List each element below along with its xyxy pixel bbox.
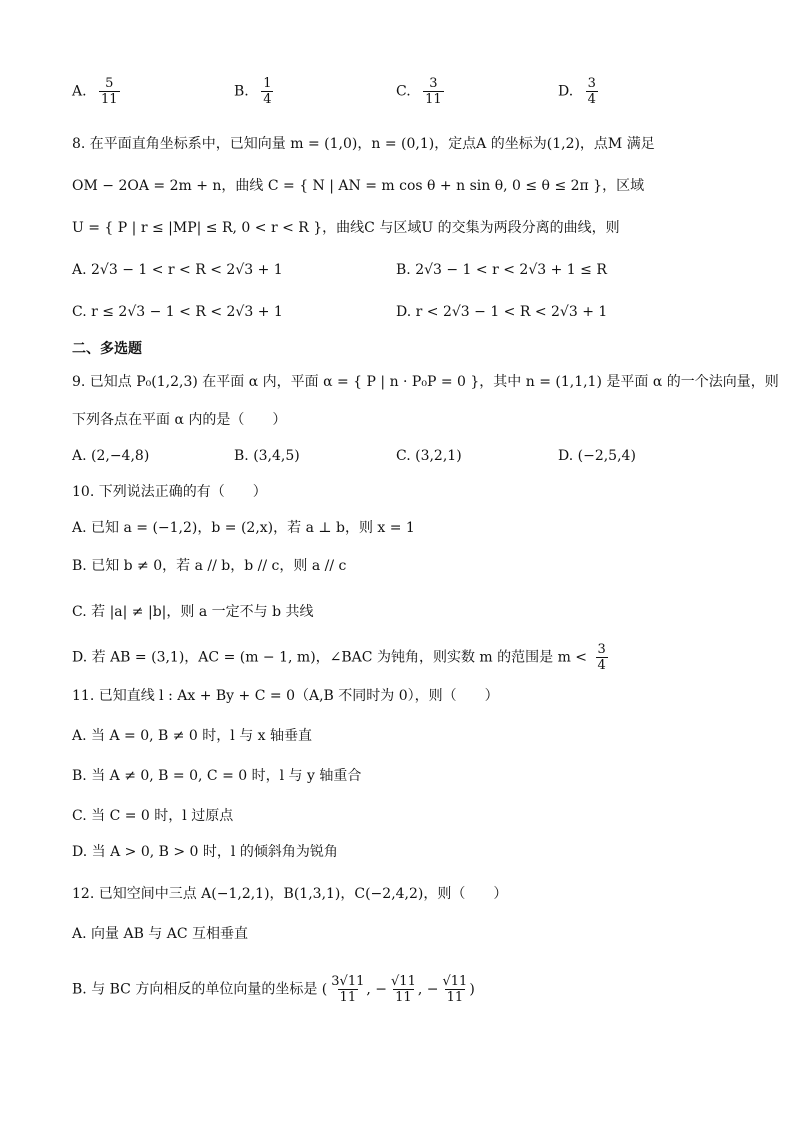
q8-option-a: A. 2√3 − 1 < r < R < 2√3 + 1 — [72, 262, 283, 278]
q10-option-b: B. 已知 b ≠ 0，若 a // b，b // c，则 a // c — [72, 558, 347, 574]
q7-option-c — [396, 76, 444, 107]
q11-option-a: A. 当 A = 0, B ≠ 0 时，l 与 x 轴垂直 — [72, 728, 313, 744]
q12-b-f3-den: 11 — [446, 990, 464, 1005]
q8-option-b: B. 2√3 − 1 < r < 2√3 + 1 ≤ R — [396, 262, 607, 278]
q7-b-den: 4 — [263, 92, 272, 107]
q10-stem: 10. 下列说法正确的有（ ） — [72, 484, 267, 500]
q7-d-num: 3 — [587, 76, 596, 91]
q11-stem: 11. 已知直线 l : Ax + By + C = 0（A,B 不同时为 0），则（ ） — [72, 688, 499, 704]
q12-b-text: B. 与 BC 方向相反的单位向量的坐标是 ( — [72, 981, 328, 998]
q9-option-d: D. (−2,5,4) — [558, 448, 636, 464]
section-heading: 二、多选题 — [72, 341, 142, 357]
q9-stem-line1: 9. 已知点 P₀(1,2,3) 在平面 α 内，平面 α = { P | n · P₀P = 0 }，其中 n = (1,1,1) 是平面 α 的一个法向量，则 — [72, 374, 779, 390]
q10-d-fraction — [596, 642, 608, 673]
q7-c-fraction — [423, 76, 444, 107]
q7-a-fraction — [99, 76, 120, 107]
q11-option-c: C. 当 C = 0 时，l 过原点 — [72, 808, 234, 824]
q9-stem-line2: 下列各点在平面 α 内的是（ ） — [72, 412, 287, 428]
q12-b-fraction-1 — [329, 974, 366, 1005]
q9-option-b: B. (3,4,5) — [234, 448, 300, 464]
q7-a-label: A. — [72, 83, 87, 100]
q11-option-d: D. 当 A > 0, B > 0 时，l 的倾斜角为锐角 — [72, 844, 338, 860]
q7-b-fraction — [261, 76, 273, 107]
q10-d-den: 4 — [597, 658, 606, 673]
q12-stem: 12. 已知空间中三点 A(−1,2,1)，B(1,3,1)，C(−2,4,2)，则（ ） — [72, 886, 508, 902]
q7-a-den: 11 — [101, 92, 118, 107]
q12-b-f1-num: 3√11 — [331, 974, 365, 989]
q10-option-a: A. 已知 a = (−1,2)，b = (2,x)，若 a ⊥ b，则 x = 1 — [72, 520, 415, 536]
q12-b-sep1: , − — [366, 981, 388, 998]
q10-option-d — [72, 642, 608, 673]
q7-a-num: 5 — [105, 76, 114, 91]
q8-stem-line1: 8. 在平面直角坐标系中，已知向量 m = (1,0)，n = (0,1)，定点A 的坐标为(1,2)，点M 满足 — [72, 136, 655, 152]
q12-b-f2-den: 11 — [395, 990, 412, 1005]
q12-b-f1-den: 11 — [339, 990, 357, 1005]
q7-d-fraction — [586, 76, 598, 107]
q8-stem-line2: OM − 2OA = 2m + n，曲线 C = { N | AN = m cos θ + n sin θ, 0 ≤ θ ≤ 2π }，区域 — [72, 178, 645, 194]
q10-d-text: D. 若 AB = (3,1)，AC = (m − 1, m)，∠BAC 为钝角，则实数 m 的范围是 m < — [72, 649, 588, 666]
q7-b-num: 1 — [263, 76, 272, 91]
q9-option-a: A. (2,−4,8) — [72, 448, 150, 464]
q12-b-f2-num: √11 — [391, 974, 416, 989]
q12-b-f3-num: √11 — [442, 974, 468, 989]
q7-d-label: D. — [558, 83, 574, 100]
q7-option-d — [558, 76, 598, 107]
q12-b-close-paren: ) — [469, 981, 475, 998]
q7-b-label: B. — [234, 83, 249, 100]
q12-b-fraction-2 — [389, 974, 418, 1005]
q9-option-c: C. (3,2,1) — [396, 448, 462, 464]
q7-option-a — [72, 76, 120, 107]
q12-b-fraction-3 — [440, 974, 469, 1005]
q12-b-sep2: , − — [417, 981, 439, 998]
q8-option-d: D. r < 2√3 − 1 < R < 2√3 + 1 — [396, 304, 608, 320]
q7-c-num: 3 — [429, 76, 438, 91]
q8-stem-line3: U = { P | r ≤ |MP| ≤ R, 0 < r < R }，曲线C 与区域U 的交集为两段分离的曲线，则 — [72, 220, 620, 236]
q8-option-c: C. r ≤ 2√3 − 1 < R < 2√3 + 1 — [72, 304, 283, 320]
q7-c-den: 11 — [425, 92, 442, 107]
q12-option-b — [72, 974, 475, 1005]
q7-c-label: C. — [396, 83, 411, 100]
q7-option-b — [234, 76, 273, 107]
q10-d-num: 3 — [597, 642, 606, 657]
q7-d-den: 4 — [587, 92, 596, 107]
q12-option-a: A. 向量 AB 与 AC 互相垂直 — [72, 926, 249, 942]
q11-option-b: B. 当 A ≠ 0, B = 0, C = 0 时，l 与 y 轴重合 — [72, 768, 362, 784]
q10-option-c: C. 若 |a| ≠ |b|，则 a 一定不与 b 共线 — [72, 604, 314, 620]
